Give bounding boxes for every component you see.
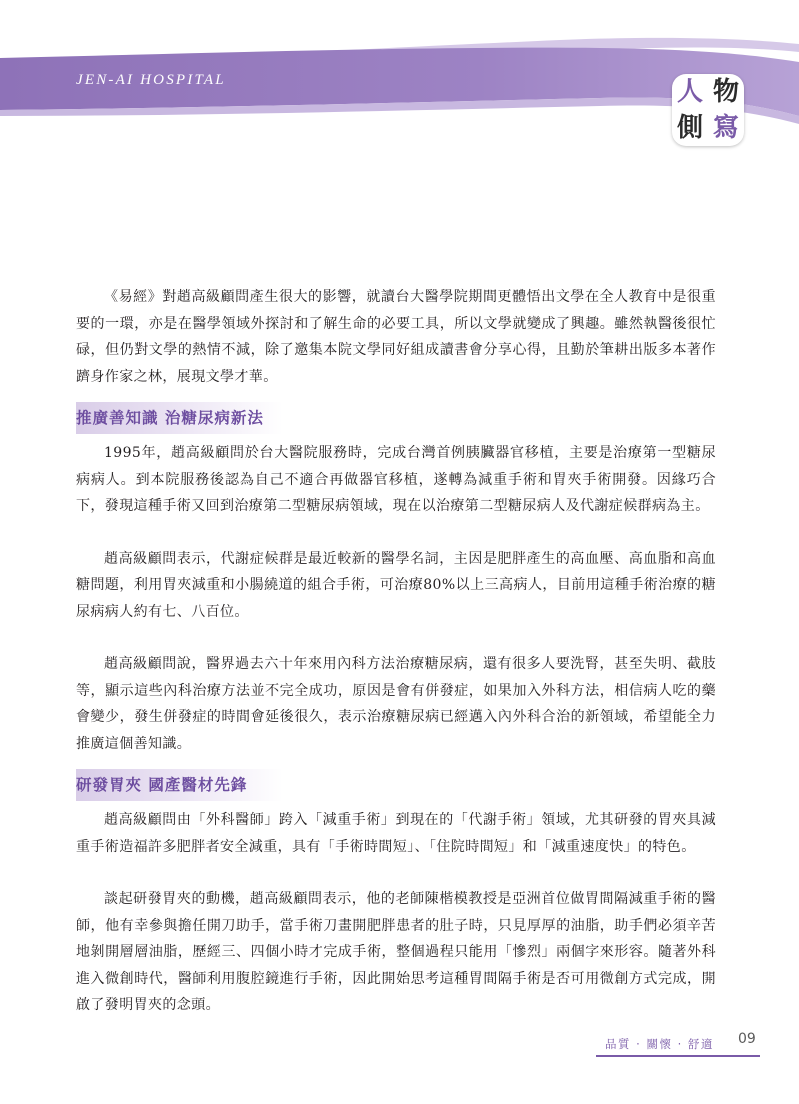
section-char-2: 物 — [712, 77, 739, 107]
article-body — [76, 284, 716, 1019]
hospital-name: JEN-AI HOSPITAL — [76, 72, 226, 88]
page-number: 09 — [738, 1031, 756, 1047]
footer-slogan: 品質 · 關懷 · 舒適 — [605, 1037, 714, 1051]
paragraph: 趙高級顧問表示，代謝症候群是最近較新的醫學名詞，主因是肥胖產生的高血壓、高血脂和高血糖問題，利用胃夾減重和小腸繞道的組合手術，可治療80%以上三高病人，目前用這種手術治療的糖尿病病人約有七、八百位。 — [76, 550, 716, 620]
footer-divider — [596, 1055, 760, 1057]
paragraph: 趙高級顧問由「外科醫師」跨入「減重手術」到現在的「代謝手術」領域，尤其研發的胃夾具減重手術造福許多肥胖者安全減重，具有「手術時間短」、「住院時間短」和「減重速度快」的特色。 — [76, 812, 716, 855]
paragraph: 趙高級顧問說，醫界過去六十年來用內科方法治療糖尿病，還有很多人要洗腎，甚至失明、截肢等，顯示這些內科治療方法並不完全成功，原因是會有併發症，如果加入外科方法，相信病人吃的藥會變少，發生併發症的時間會延後很久，表示治療糖尿病已經邁入內外科合治的新領域，希望能全力推廣這個善知識。 — [76, 656, 716, 752]
section-char-1: 人 — [676, 77, 703, 107]
section-heading-1: 推廣善知識 治糖尿病新法 — [76, 402, 306, 434]
intro-paragraph: 《易經》對趙高級顧問產生很大的影響，就讀台大醫學院期間更體悟出文學在全人教育中是很重要的一環，亦是在醫學領域外探討和了解生命的必要工具，所以文學就變成了興趣。雖然執醫後很忙碌，但仍對文學的熱情不減，除了邀集本院文學同好組成讀書會分享心得，且勤於筆耕出版多本著作躋身作家之林，展現文學才華。 — [76, 289, 716, 385]
section-char-4: 寫 — [712, 113, 739, 143]
section-heading-2: 研發胃夾 國產醫材先鋒 — [76, 769, 306, 801]
section-title-box — [672, 74, 744, 146]
paragraph: 談起研發胃夾的動機，趙高級顧問表示，他的老師陳楷模教授是亞洲首位做胃間隔減重手術的醫師，他有幸參與擔任開刀助手，當手術刀畫開肥胖患者的肚子時，只見厚厚的油脂，助手們必須辛苦地剝開層層油脂，歷經三、四個小時才完成手術，整個過程只能用「慘烈」兩個字來形容。隨著外科進入微創時代，醫師利用腹腔鏡進行手術，因此開始思考這種胃間隔手術是否可用微創方式完成，開啟了發明胃夾的念頭。 — [76, 891, 716, 1013]
section-char-3: 側 — [676, 113, 703, 143]
paragraph: 1995年，趙高級顧問於台大醫院服務時，完成台灣首例胰臟器官移植，主要是治療第一型糖尿病病人。到本院服務後認為自己不適合再做器官移植，遂轉為減重手術和胃夾手術開發。因緣巧合下，發現這種手術又回到治療第二型糖尿病領域，現在以治療第二型糖尿病人及代謝症候群病為主。 — [76, 445, 716, 514]
